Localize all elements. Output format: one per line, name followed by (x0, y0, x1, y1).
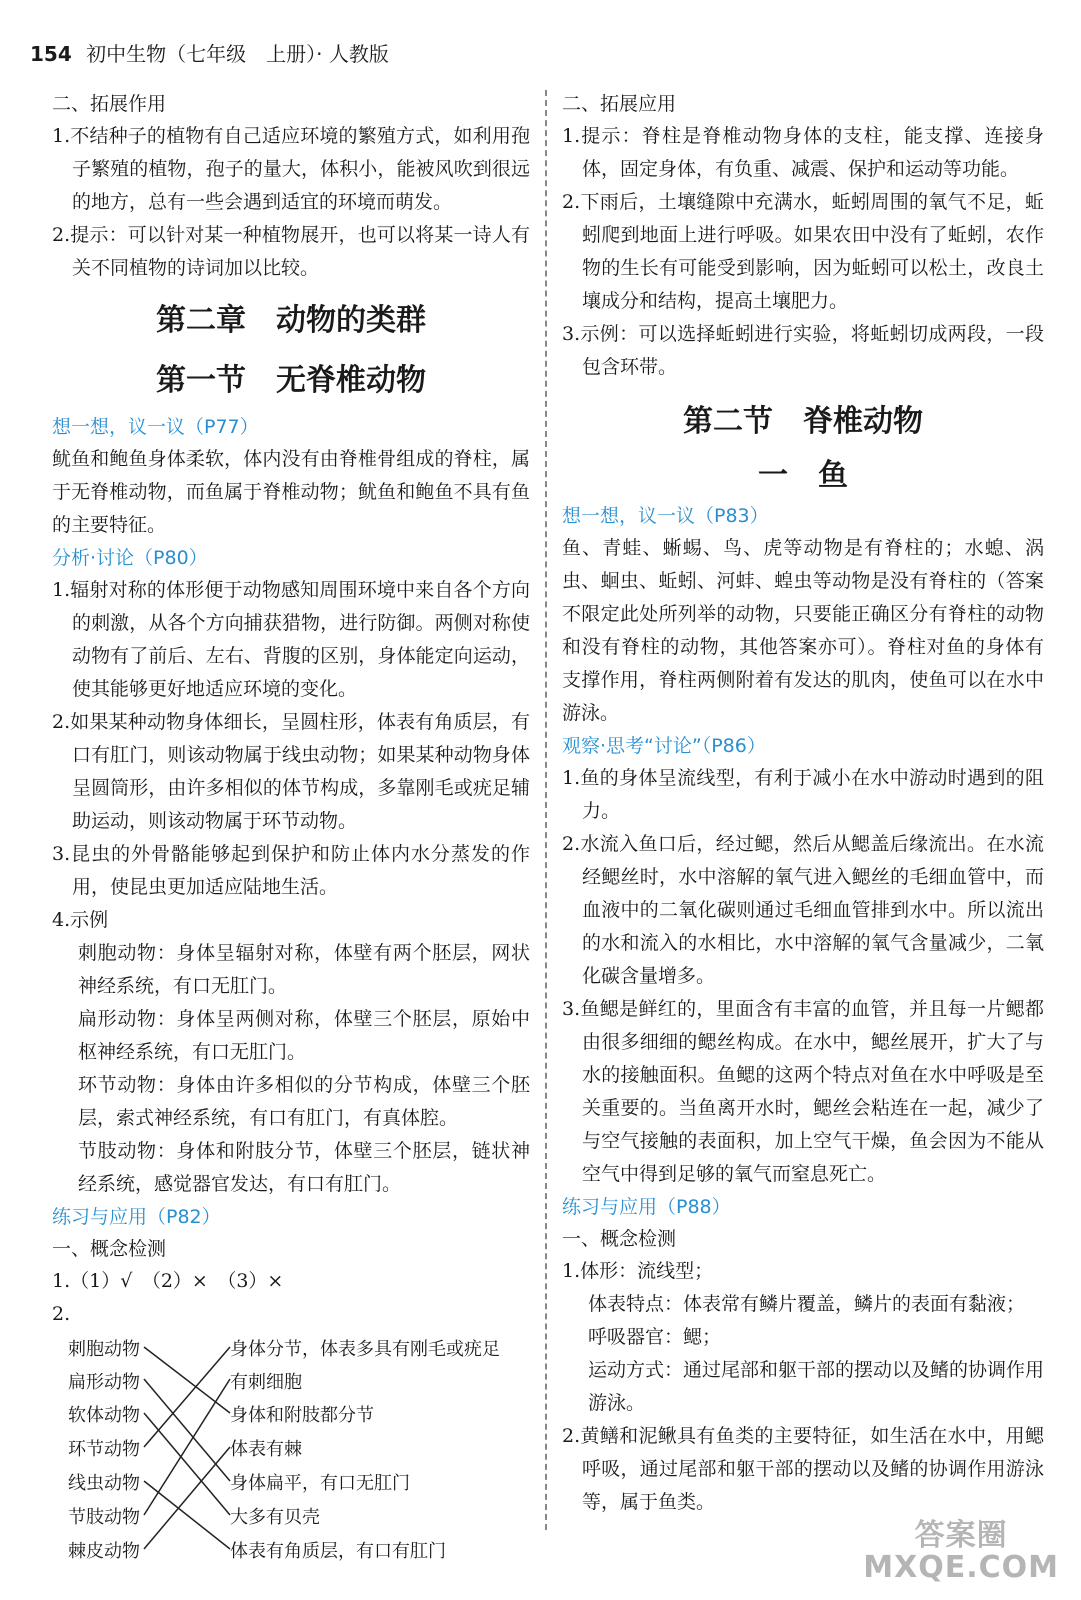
watermark-line: 答案圈 (914, 1518, 1008, 1553)
answer-item: 4.示例 (52, 909, 109, 931)
section-title: 第二节 脊椎动物 (683, 404, 923, 439)
answer-item: 1.提示：脊柱是脊椎动物身体的支柱，能支撑、连接身体，固定身体，有负重、减震、保护和运动等功能。 (562, 125, 1044, 180)
observe-heading: 观察·思考“讨论”（P86） (562, 735, 766, 757)
think-heading: 想一想，议一议（P77） (52, 416, 259, 438)
book-title: 初中生物（七年级 上册）· 人教版 (86, 42, 389, 66)
answer-item: 3.鱼鳃是鲜红的，里面含有丰富的血管，并且每一片鳃都由很多细细的鳃丝构成。在水中，鳃丝展开，扩大了与水的接触面积。鱼鳃的这两个特点对鱼在水中呼吸是至关重要的。当鱼离开水时，鳃丝会粘连在一起，减少了与空气接触的表面积，加上空气干燥，鱼会因为不能从空气中得到足够的氧气而窒息死亡。 (562, 998, 1044, 1185)
answer-item: 2.提示：可以针对某一种植物展开，也可以将某一诗人有关不同植物的诗词加以比较。 (52, 224, 530, 279)
match-left-item: 环节动物 (68, 1439, 140, 1460)
answer-item: 1.辐射对称的体形便于动物感知周围环境中来自各个方向的刺激，从各个方向捕获猎物，进行防御。两侧对称使动物有了前后、左右、背腹的区别，身体能定向运动，使其能够更好地适应环境的变化。 (52, 579, 530, 700)
match-line (144, 1347, 230, 1447)
left-column (52, 88, 530, 1565)
match-line (144, 1481, 230, 1549)
answer-item: 1.不结种子的植物有自己适应环境的繁殖方式，如利用孢子繁殖的植物，孢子的量大，体积小，能被风吹到很远的地方，总有一些会遇到适宜的环境而萌发。 (52, 125, 530, 213)
match-line (144, 1447, 230, 1549)
match-right-item: 体表有棘 (230, 1439, 302, 1460)
subsection-title: 一 鱼 (758, 458, 848, 493)
answer-item: 2.如果某种动物身体细长，呈圆柱形，体表有角质层，有口有肛门，则该动物属于线虫动物；如果某种动物身体呈圆筒形，由许多相似的体节构成，多靠刚毛或疣足辅助运动，则该动物属于环节动物。 (52, 711, 530, 832)
think-heading: 想一想，议一议（P83） (562, 505, 769, 527)
match-line (144, 1379, 230, 1481)
match-right-item: 有刺细胞 (230, 1372, 302, 1393)
match-left-item: 节肢动物 (68, 1507, 140, 1528)
match-left-item: 刺胞动物 (68, 1339, 140, 1360)
match-right-item: 身体和附肢都分节 (230, 1405, 374, 1426)
example-text: 节肢动物：身体和附肢分节，体壁三个胚层，链状神经系统，感觉器官发达，有口有肛门。 (78, 1140, 530, 1195)
match-line (144, 1347, 230, 1413)
answer-subitem: 呼吸器官：鳃； (588, 1326, 722, 1348)
section-title: 第一节 无脊椎动物 (156, 363, 426, 398)
match-left-item: 棘皮动物 (68, 1541, 140, 1562)
watermark (863, 1520, 1059, 1584)
page-number: 154 (30, 42, 72, 66)
answer-item: 1.体形：流线型； (562, 1260, 714, 1282)
section-heading: 二、拓展作用 (52, 93, 167, 115)
column-divider (545, 90, 547, 1530)
answer-item: 2.水流入鱼口后，经过鳃，然后从鳃盖后缘流出。在水流经鳃丝时，水中溶解的氧气进入鳃丝的毛细血管中，而血液中的二氧化碳则通过毛细血管排到水中。所以流出的水和流入的水相比，水中溶解的氧气含量减少，二氧化碳含量增多。 (562, 833, 1044, 987)
answer-subitem: 体表特点：体表常有鳞片覆盖，鳞片的表面有黏液； (588, 1293, 1026, 1315)
match-right-item: 大多有贝壳 (230, 1507, 320, 1528)
answer-text: 鱿鱼和鲍鱼身体柔软，体内没有由脊椎骨组成的脊柱，属于无脊椎动物，而鱼属于脊椎动物；鱿鱼和鲍鱼不具有鱼的主要特征。 (52, 448, 530, 536)
example-text: 环节动物：身体由许多相似的分节构成，体壁三个胚层，索式神经系统，有口有肛门，有真体腔。 (78, 1074, 530, 1129)
match-left-item: 扁形动物 (68, 1372, 140, 1393)
answer-item: 2.黄鳝和泥鳅具有鱼类的主要特征，如生活在水中，用鳃呼吸，通过尾部和躯干部的摆动以及鳍的协调作用游泳等，属于鱼类。 (562, 1425, 1044, 1513)
match-right-item: 身体分节，体表多具有刚毛或疣足 (230, 1339, 500, 1360)
page-header (30, 38, 389, 67)
match-left-item: 线虫动物 (68, 1473, 140, 1494)
concept-heading: 一、概念检测 (52, 1238, 167, 1260)
example-text: 扁形动物：身体呈两侧对称，体壁三个胚层，原始中枢神经系统，有口无肛门。 (78, 1008, 530, 1063)
analysis-heading: 分析·讨论（P80） (52, 547, 208, 569)
answer-item: 3.示例：可以选择蚯蚓进行实验，将蚯蚓切成两段，一段包含环带。 (562, 323, 1044, 378)
answer-item: 1.（1）√ （2）× （3）× (52, 1270, 284, 1292)
chapter-title: 第二章 动物的类群 (156, 303, 426, 338)
answer-text: 鱼、青蛙、蜥蜴、鸟、虎等动物是有脊柱的；水螅、涡虫、蛔虫、蚯蚓、河蚌、蝗虫等动物是没有脊柱的（答案不限定此处所列举的动物，只要能正确区分有脊柱的动物和没有脊柱的动物，其他答案亦可）。脊柱对鱼的身体有支撑作用，脊柱两侧附着有发达的肌肉，使鱼可以在水中游泳。 (562, 537, 1044, 724)
answer-item: 1.鱼的身体呈流线型，有利于减小在水中游动时遇到的阻力。 (562, 767, 1044, 822)
right-column (562, 88, 1044, 1519)
practice-heading: 练习与应用（P88） (562, 1196, 731, 1218)
answer-item: 2. (52, 1303, 71, 1325)
match-line (144, 1413, 230, 1515)
match-line (144, 1379, 230, 1515)
practice-heading: 练习与应用（P82） (52, 1206, 221, 1228)
match-right-item: 体表有角质层，有口有肛门 (230, 1541, 446, 1562)
answer-item: 2.下雨后，土壤缝隙中充满水，蚯蚓周围的氧气不足，蚯蚓爬到地面上进行呼吸。如果农田中没有了蚯蚓，农作物的生长有可能受到影响，因为蚯蚓可以松土，改良土壤成分和结构，提高土壤肥力。 (562, 191, 1044, 312)
concept-heading: 一、概念检测 (562, 1228, 677, 1250)
example-text: 刺胞动物：身体呈辐射对称，体壁有两个胚层，网状神经系统，有口无肛门。 (78, 942, 530, 997)
section-heading: 二、拓展应用 (562, 93, 677, 115)
answer-subitem: 运动方式：通过尾部和躯干部的摆动以及鳍的协调作用游泳。 (588, 1359, 1045, 1414)
watermark-line: MXQE.COM (863, 1550, 1059, 1585)
answer-item: 3.昆虫的外骨骼能够起到保护和防止体内水分蒸发的作用，使昆虫更加适应陆地生活。 (52, 843, 530, 898)
matching-diagram (52, 1335, 530, 1565)
match-left-item: 软体动物 (68, 1405, 140, 1426)
match-right-item: 身体扁平，有口无肛门 (230, 1473, 410, 1494)
